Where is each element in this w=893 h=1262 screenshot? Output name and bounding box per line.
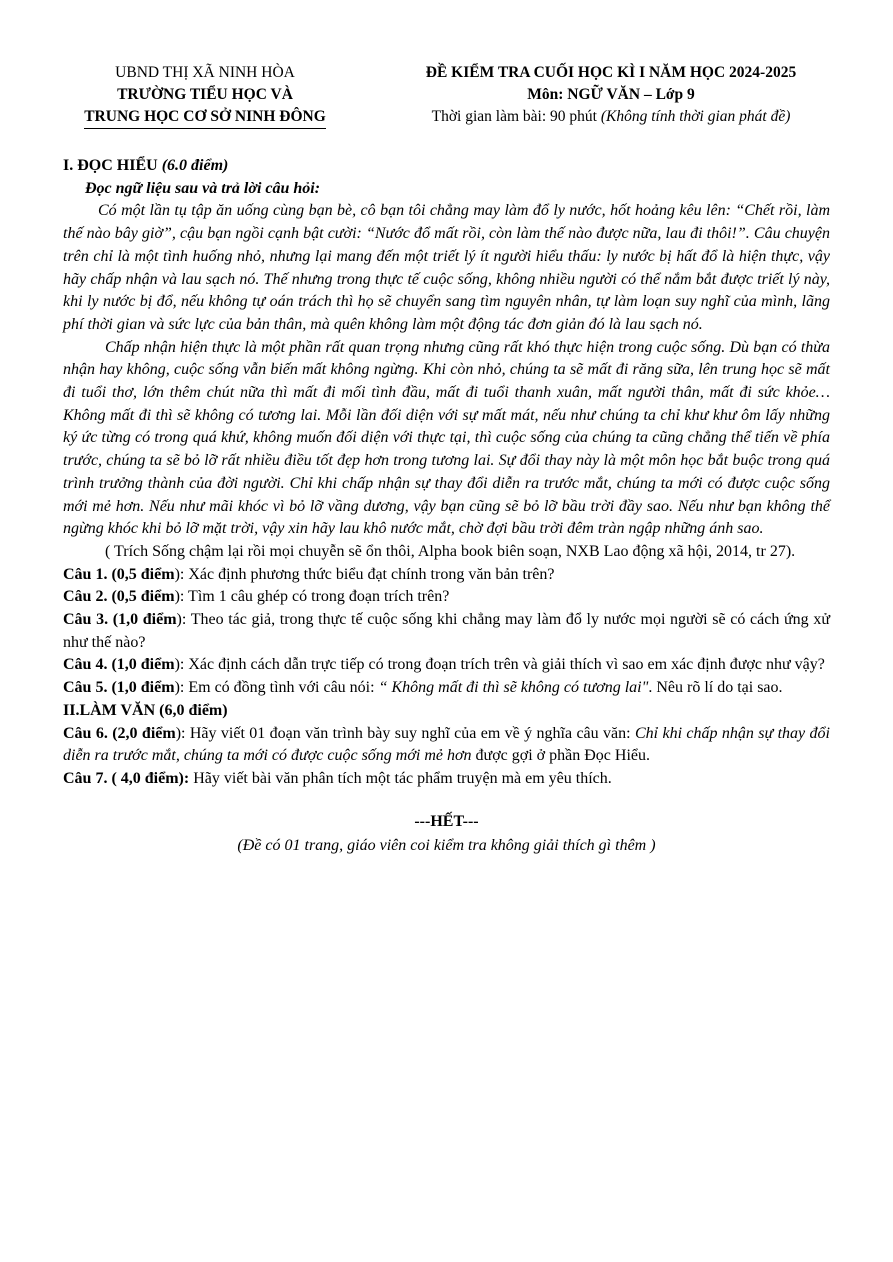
school-block [55, 62, 355, 129]
subject-line: Môn: NGỮ VĂN – Lớp 9 [527, 86, 695, 103]
question-1 [63, 564, 830, 587]
q5-text-a: Em có đồng tình với câu nói: [184, 679, 379, 697]
reading-paragraph-2: Chấp nhận hiện thực là một phần rất quan trọng nhưng cũng rất khó thực hiện trong cuộc sống. Dù bạn có thừa nhận hay không, cuộc sống vẫn biến mất không ngừng. Khi còn nhỏ, chúng ta sẽ mất đi răng sữa, lên trung học sẽ mất đi tuổi thơ, lớn thêm chút nữa thì mất đi mối tình đầu, mất đi tuổi thanh xuân, mất người thân, mất đi sức khỏe… Không mất đi thì sẽ không có tương lai. Mỗi lần đối diện với sự mất mát, nếu như chúng ta chỉ khư khư ôm lấy những ký ức từng có trong quá khứ, không muốn đối diện với thực tại, thì cuộc sống của chúng ta cũng chẳng thể tiến về phía trước, chúng ta sẽ bỏ lỡ rất nhiều điều tốt đẹp hơn trong tương lai. Sự đổi thay này là một môn học bắt buộc trong quá trình trưởng thành của đời người. Chỉ khi chấp nhận sự thay đổi diễn ra trước mắt, chúng ta mới có được cuộc sống mới mẻ hơn. Nếu như mãi khóc vì bỏ lỡ vầng dương, vậy bạn cũng sẽ bỏ lỡ bầu trời đầy sao. Nếu như bạn không thể ngừng khóc khi bỏ lỡ mặt trời, vậy xin hãy lau khô nước mắt, chờ đợi bầu trời đêm tràn ngập những ánh sao. [63, 338, 830, 538]
question-2 [63, 586, 830, 609]
exam-title: ĐỀ KIỂM TRA CUỐI HỌC KÌ I NĂM HỌC 2024-2025 [425, 64, 797, 81]
exam-body [63, 155, 830, 858]
q7-label: Câu 7. ( 4,0 điểm): [63, 769, 190, 787]
q4-label: Câu 4. (1,0 điểm [63, 656, 175, 674]
section1-points: (6.0 điểm) [161, 157, 229, 174]
exam-page [63, 62, 830, 858]
section1-title: I. ĐỌC HIỂU [63, 157, 162, 174]
reading-paragraph-1: Có một lần tụ tập ăn uống cùng bạn bè, cô bạn tôi chẳng may làm đổ ly nước, hốt hoảng kêu lên: “Chết rồi, làm thế nào bây giờ”, cậu bạn ngồi cạnh bật cười: “Nước đổ mất rồi, còn làm thế nào được nữa, lau đi thôi!”. Câu chuyện trên chỉ là một tình huống nhỏ, nhưng lại mang đến một triết lý ít người hiểu thấu: ly nước bị hất đổ là hiện thực, vậy hãy chấp nhận và lau sạch nó. Thế nhưng trong thực tế cuộc sống, không nhiều người có thể nắm bắt được triết lý này, khi ly nước bị đổ, nếu không tự oán trách thì họ sẽ chuyển sang tìm nguyên nhân, tự làm loạn suy nghĩ của mình, lãng phí thời gian và sức lực của bản thân, mà quên không làm một động tác đơn giản đó là lau sạch nó. [63, 202, 830, 333]
q2-text: Tìm 1 câu ghép có trong đoạn trích trên? [184, 588, 450, 606]
time-text: Thời gian làm bài: 90 phút [431, 108, 601, 125]
question-3 [63, 609, 830, 654]
section2-heading: II.LÀM VĂN (6,0 điểm) [63, 701, 228, 719]
time-note: (Không tính thời gian phát đề) [600, 108, 791, 125]
q1-points: . (0,5 điểm [103, 565, 175, 583]
q5-quote: “ Không mất đi thì sẽ không có tương lai" [378, 679, 649, 697]
q4-sep: ): [174, 656, 185, 674]
q2-points: . (0,5 điểm [103, 588, 175, 606]
question-6 [63, 723, 830, 768]
q2-sep: ): [174, 588, 185, 606]
reading-instruction: Đọc ngữ liệu sau và trả lời câu hỏi: [85, 179, 321, 197]
footer-note: (Đề có 01 trang, giáo viên coi kiểm tra không giải thích gì thêm ) [237, 837, 656, 855]
school-name-line2 [55, 106, 355, 129]
question-1-label [63, 566, 175, 583]
question-5 [63, 677, 830, 700]
q3-label: Câu 3. (1,0 điểm [63, 611, 177, 629]
question-4 [63, 654, 830, 677]
q6-text-a: Hãy viết 01 đoạn văn trình bày suy nghĩ của em về ý nghĩa câu văn: [185, 724, 635, 742]
q6-sep: ): [175, 724, 186, 742]
q5-points: . (1,0 điểm [103, 679, 175, 697]
header [63, 62, 830, 129]
q1-text: Xác định phương thức biểu đạt chính trong văn bản trên? [184, 565, 555, 583]
end-marker: ---HẾT--- [414, 812, 479, 830]
q5-sep: ): [174, 679, 185, 697]
q3-sep: ): [176, 611, 187, 629]
question-7 [63, 768, 830, 791]
exam-info-block [376, 62, 846, 129]
time-line [376, 106, 846, 128]
q6-quote: Chỉ khi chấp nhận sự thay đổi diễn ra trước mắt, chúng ta mới có được cuộc sống mới mẻ hơn [63, 724, 830, 765]
q2-label-text: Câu 2 [63, 588, 104, 606]
reading-source: ( Trích Sống chậm lại rồi mọi chuyễn sẽ ổn thôi, Alpha book biên soạn, NXB Lao động xã hội, 2014, tr 27). [105, 542, 796, 560]
q5-text-b: . Nêu rõ lí do tại sao. [648, 679, 783, 697]
school-name-underlined: TRUNG HỌC CƠ SỞ NINH ĐÔNG [84, 106, 326, 129]
question-2-label [63, 588, 175, 605]
section1-heading [63, 155, 830, 178]
school-name-line1: TRƯỜNG TIỂU HỌC VÀ [117, 86, 293, 103]
q6-text-b: được gợi ở phần Đọc Hiểu. [471, 747, 650, 765]
q4-text: Xác định cách dẫn trực tiếp có trong đoạn trích trên và giải thích vì sao em xác định được như vậy? [184, 656, 825, 674]
q5-label-text: Câu 5 [63, 679, 104, 697]
q6-label: Câu 6. (2,0 điểm [63, 724, 176, 742]
question-5-label [63, 679, 175, 696]
q1-label-text: Câu 1 [63, 565, 104, 583]
q3-text: Theo tác giả, trong thực tế cuộc sống khi chẳng may làm đổ ly nước mọi người sẽ có cách ứng xử như thế nào? [63, 611, 830, 651]
district-name: UBND THỊ XÃ NINH HÒA [115, 64, 295, 81]
q1-sep: ): [174, 565, 185, 583]
q7-text: Hãy viết bài văn phân tích một tác phẩm truyện mà em yêu thích. [189, 769, 612, 787]
